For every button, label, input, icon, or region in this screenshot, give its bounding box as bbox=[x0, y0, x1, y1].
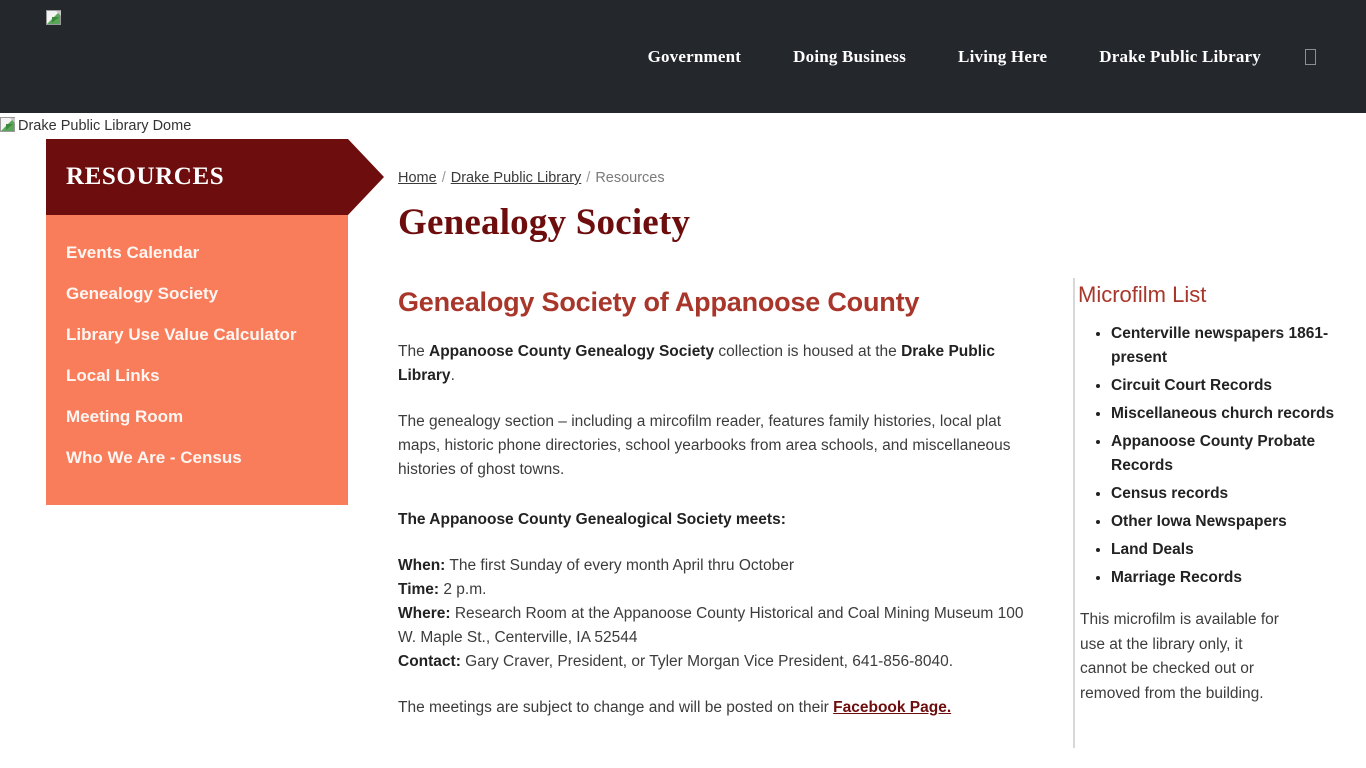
microfilm-sidebar bbox=[1073, 278, 1366, 748]
search-icon[interactable] bbox=[1305, 49, 1316, 65]
list-item bbox=[46, 397, 348, 438]
paragraph-meets-heading: The Appanoose County Genealogical Society meets: bbox=[398, 511, 786, 528]
sidebar-item-genealogy-society[interactable]: Genealogy Society bbox=[66, 284, 219, 303]
broken-image-icon bbox=[46, 10, 62, 26]
list-item: • Circuit Court Records bbox=[1111, 374, 1366, 398]
text-fragment: The bbox=[398, 343, 430, 360]
list-item: • Appanoose County Probate Records bbox=[1111, 430, 1366, 478]
paragraph-genealogy-section: The genealogy section – including a mircofilm reader, features family histories, local plat maps, historic phone directories, school yearbooks from area schools, and miscellaneous histories of ghost towns. bbox=[398, 413, 1011, 478]
article-body bbox=[398, 287, 1038, 720]
hero-image-placeholder bbox=[0, 113, 1366, 139]
hero-image-alt-text: Drake Public Library Dome bbox=[18, 118, 192, 134]
breadcrumb bbox=[398, 139, 1038, 186]
microfilm-list bbox=[1078, 322, 1366, 590]
article-heading: Genealogy Society of Appanoose County bbox=[398, 287, 920, 317]
main-content bbox=[398, 139, 1038, 720]
value-contact: Gary Craver, President, or Tyler Morgan Vice President, 641-856-8040. bbox=[460, 653, 954, 670]
list-item bbox=[46, 274, 348, 315]
text-bold-library: Drake Public Library bbox=[398, 343, 995, 384]
nav-item-doing-business[interactable]: Doing Business bbox=[793, 46, 907, 66]
list-item bbox=[46, 356, 348, 397]
list-item: • Centerville newspapers 1861-present bbox=[1111, 322, 1366, 370]
breadcrumb-separator: / bbox=[441, 170, 446, 186]
list-item: • Land Deals bbox=[1111, 538, 1366, 562]
list-item: • Miscellaneous church records bbox=[1111, 402, 1366, 426]
label-when: When: bbox=[398, 557, 446, 574]
microfilm-heading: Microfilm List bbox=[1078, 282, 1207, 307]
facebook-page-link[interactable]: Facebook Page. bbox=[833, 699, 952, 716]
sidebar-item-meeting-room[interactable]: Meeting Room bbox=[66, 407, 184, 426]
nav-item-drake-public-library[interactable]: Drake Public Library bbox=[1099, 46, 1261, 66]
breadcrumb-link-drake-public-library[interactable]: Drake Public Library bbox=[450, 170, 582, 186]
label-time: Time: bbox=[398, 581, 440, 598]
breadcrumb-current: Resources bbox=[595, 170, 665, 186]
resources-banner-title: RESOURCES bbox=[66, 163, 225, 190]
banner-arrow-shape bbox=[348, 139, 384, 215]
list-item: • Other Iowa Newspapers bbox=[1111, 510, 1366, 534]
text-fragment: The meetings are subject to change and will be posted on their bbox=[398, 699, 834, 716]
list-item: • Marriage Records bbox=[1111, 566, 1366, 590]
sidebar-item-library-use-value-calculator[interactable]: Library Use Value Calculator bbox=[66, 325, 297, 344]
sidebar-item-local-links[interactable]: Local Links bbox=[66, 366, 160, 385]
breadcrumb-link-home[interactable]: Home bbox=[398, 170, 437, 186]
value-where: Research Room at the Appanoose County Historical and Coal Mining Museum 100 W. Maple St., Centerville, IA 52544 bbox=[398, 605, 1024, 646]
main-navigation bbox=[622, 0, 1320, 113]
value-time: 2 p.m. bbox=[439, 581, 487, 598]
site-logo[interactable] bbox=[46, 10, 64, 28]
breadcrumb-separator: / bbox=[586, 170, 591, 186]
sidebar-item-who-we-are-census[interactable]: Who We Are - Census bbox=[66, 448, 242, 467]
label-where: Where: bbox=[398, 605, 451, 622]
text-fragment: collection is housed at the bbox=[714, 343, 902, 360]
nav-item-living-here[interactable]: Living Here bbox=[958, 46, 1048, 66]
resources-sidebar bbox=[46, 139, 348, 505]
text-bold-society: Appanoose County Genealogy Society bbox=[429, 343, 715, 360]
list-item bbox=[46, 233, 348, 274]
resources-menu bbox=[46, 215, 348, 505]
site-header bbox=[0, 0, 1366, 113]
value-when: The first Sunday of every month April thru October bbox=[445, 557, 794, 574]
microfilm-availability-note: This microfilm is available for use at the library only, it cannot be checked out or removed from the building. bbox=[1080, 611, 1279, 702]
page-title: Genealogy Society bbox=[398, 202, 691, 243]
resources-banner bbox=[46, 139, 348, 215]
text-fragment: . bbox=[450, 367, 455, 384]
nav-item-government[interactable]: Government bbox=[647, 46, 742, 66]
broken-image-icon bbox=[0, 117, 16, 133]
label-contact: Contact: bbox=[398, 653, 461, 670]
list-item: • Census records bbox=[1111, 482, 1366, 506]
list-item bbox=[46, 438, 348, 479]
sidebar-item-events-calendar[interactable]: Events Calendar bbox=[66, 243, 200, 262]
paragraph-closing bbox=[398, 696, 1038, 720]
list-item bbox=[46, 315, 348, 356]
paragraph-collection-housed bbox=[398, 340, 1038, 388]
paragraph-meeting-details bbox=[398, 554, 1038, 674]
